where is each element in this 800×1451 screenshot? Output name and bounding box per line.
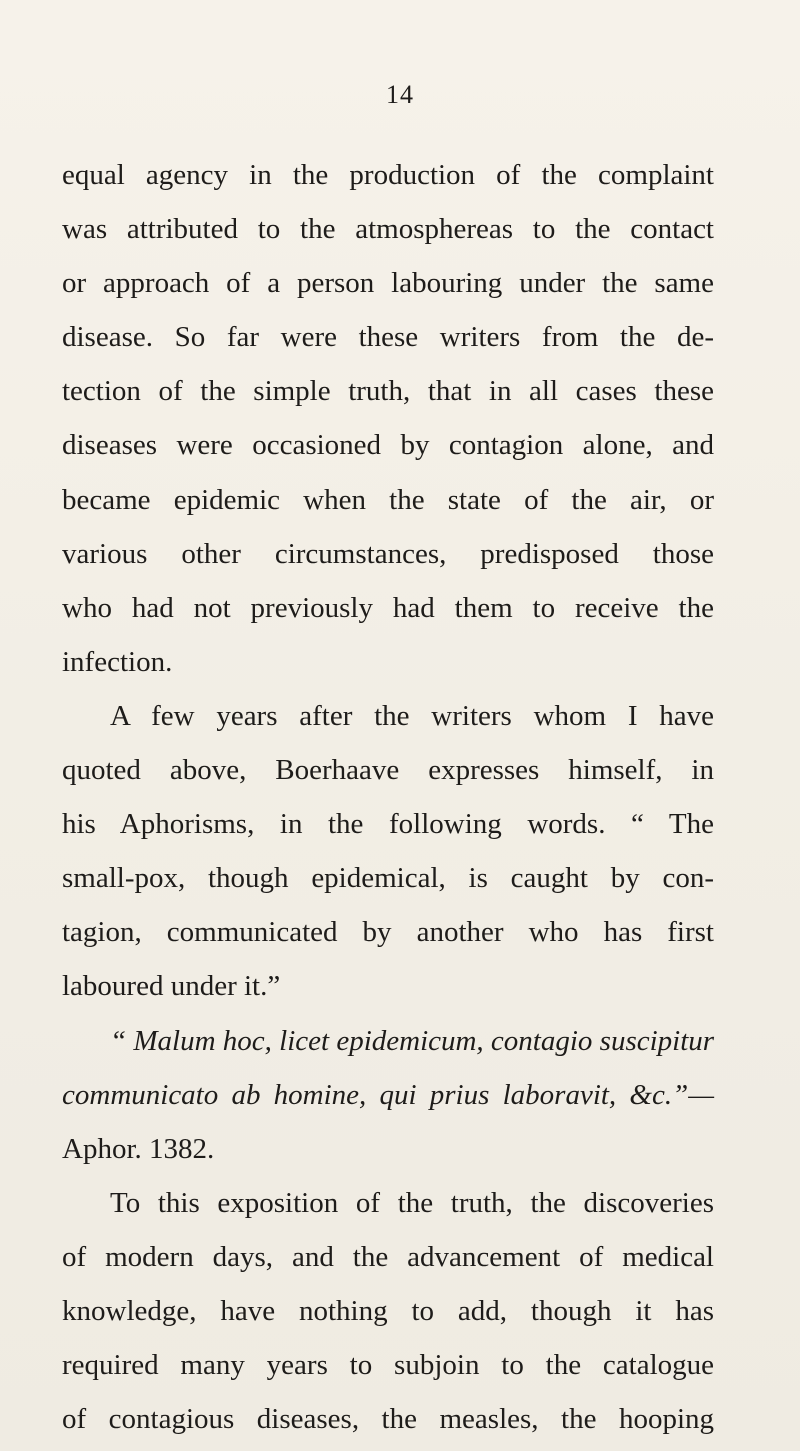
latin-quote-line: communicato ab homine, qui prius laboravit, &c.”—: [62, 1078, 714, 1111]
text-line: of modern days, and the advancement of medical: [62, 1240, 714, 1273]
text-line: laboured under it.”: [62, 970, 281, 1003]
text-line: equal agency in the production of the complaint: [62, 159, 714, 191]
text-line: disease. So far were these writers from the de-: [62, 321, 714, 354]
text-line: was attributed to the atmosphereas to the contact: [62, 213, 714, 246]
text-line: quoted above, Boerhaave expresses himself, in: [62, 754, 714, 787]
text-line: infection.: [62, 645, 173, 678]
text-line: who had not previously had them to receive the: [62, 591, 714, 624]
text-line: To this exposition of the truth, the discoveries: [110, 1186, 714, 1219]
text-line: diseases were occasioned by contagion alone, and: [62, 429, 714, 462]
citation-line: Aphor. 1382.: [62, 1132, 215, 1165]
text-line: tection of the simple truth, that in all cases these: [62, 375, 714, 408]
text-line: tagion, communicated by another who has first: [62, 916, 714, 949]
text-line: or approach of a person labouring under the same: [62, 267, 714, 300]
page-number: 14: [386, 80, 414, 109]
text-line: required many years to subjoin to the catalogue: [62, 1349, 714, 1382]
text-line: small-pox, though epidemical, is caught by con-: [62, 862, 714, 895]
text-line: A few years after the writers whom I have: [110, 699, 714, 732]
text-line: knowledge, have nothing to add, though it has: [62, 1294, 714, 1327]
latin-quote-line: “ Malum hoc, licet epidemicum, contagio suscipitur: [110, 1024, 715, 1057]
text-line: various other circumstances, predisposed those: [62, 537, 714, 570]
text-line: became epidemic when the state of the air, or: [62, 483, 714, 516]
text-line: of contagious diseases, the measles, the hooping: [62, 1403, 714, 1436]
body-text: [62, 148, 714, 1446]
text-line: his Aphorisms, in the following words. “ The: [62, 808, 714, 841]
